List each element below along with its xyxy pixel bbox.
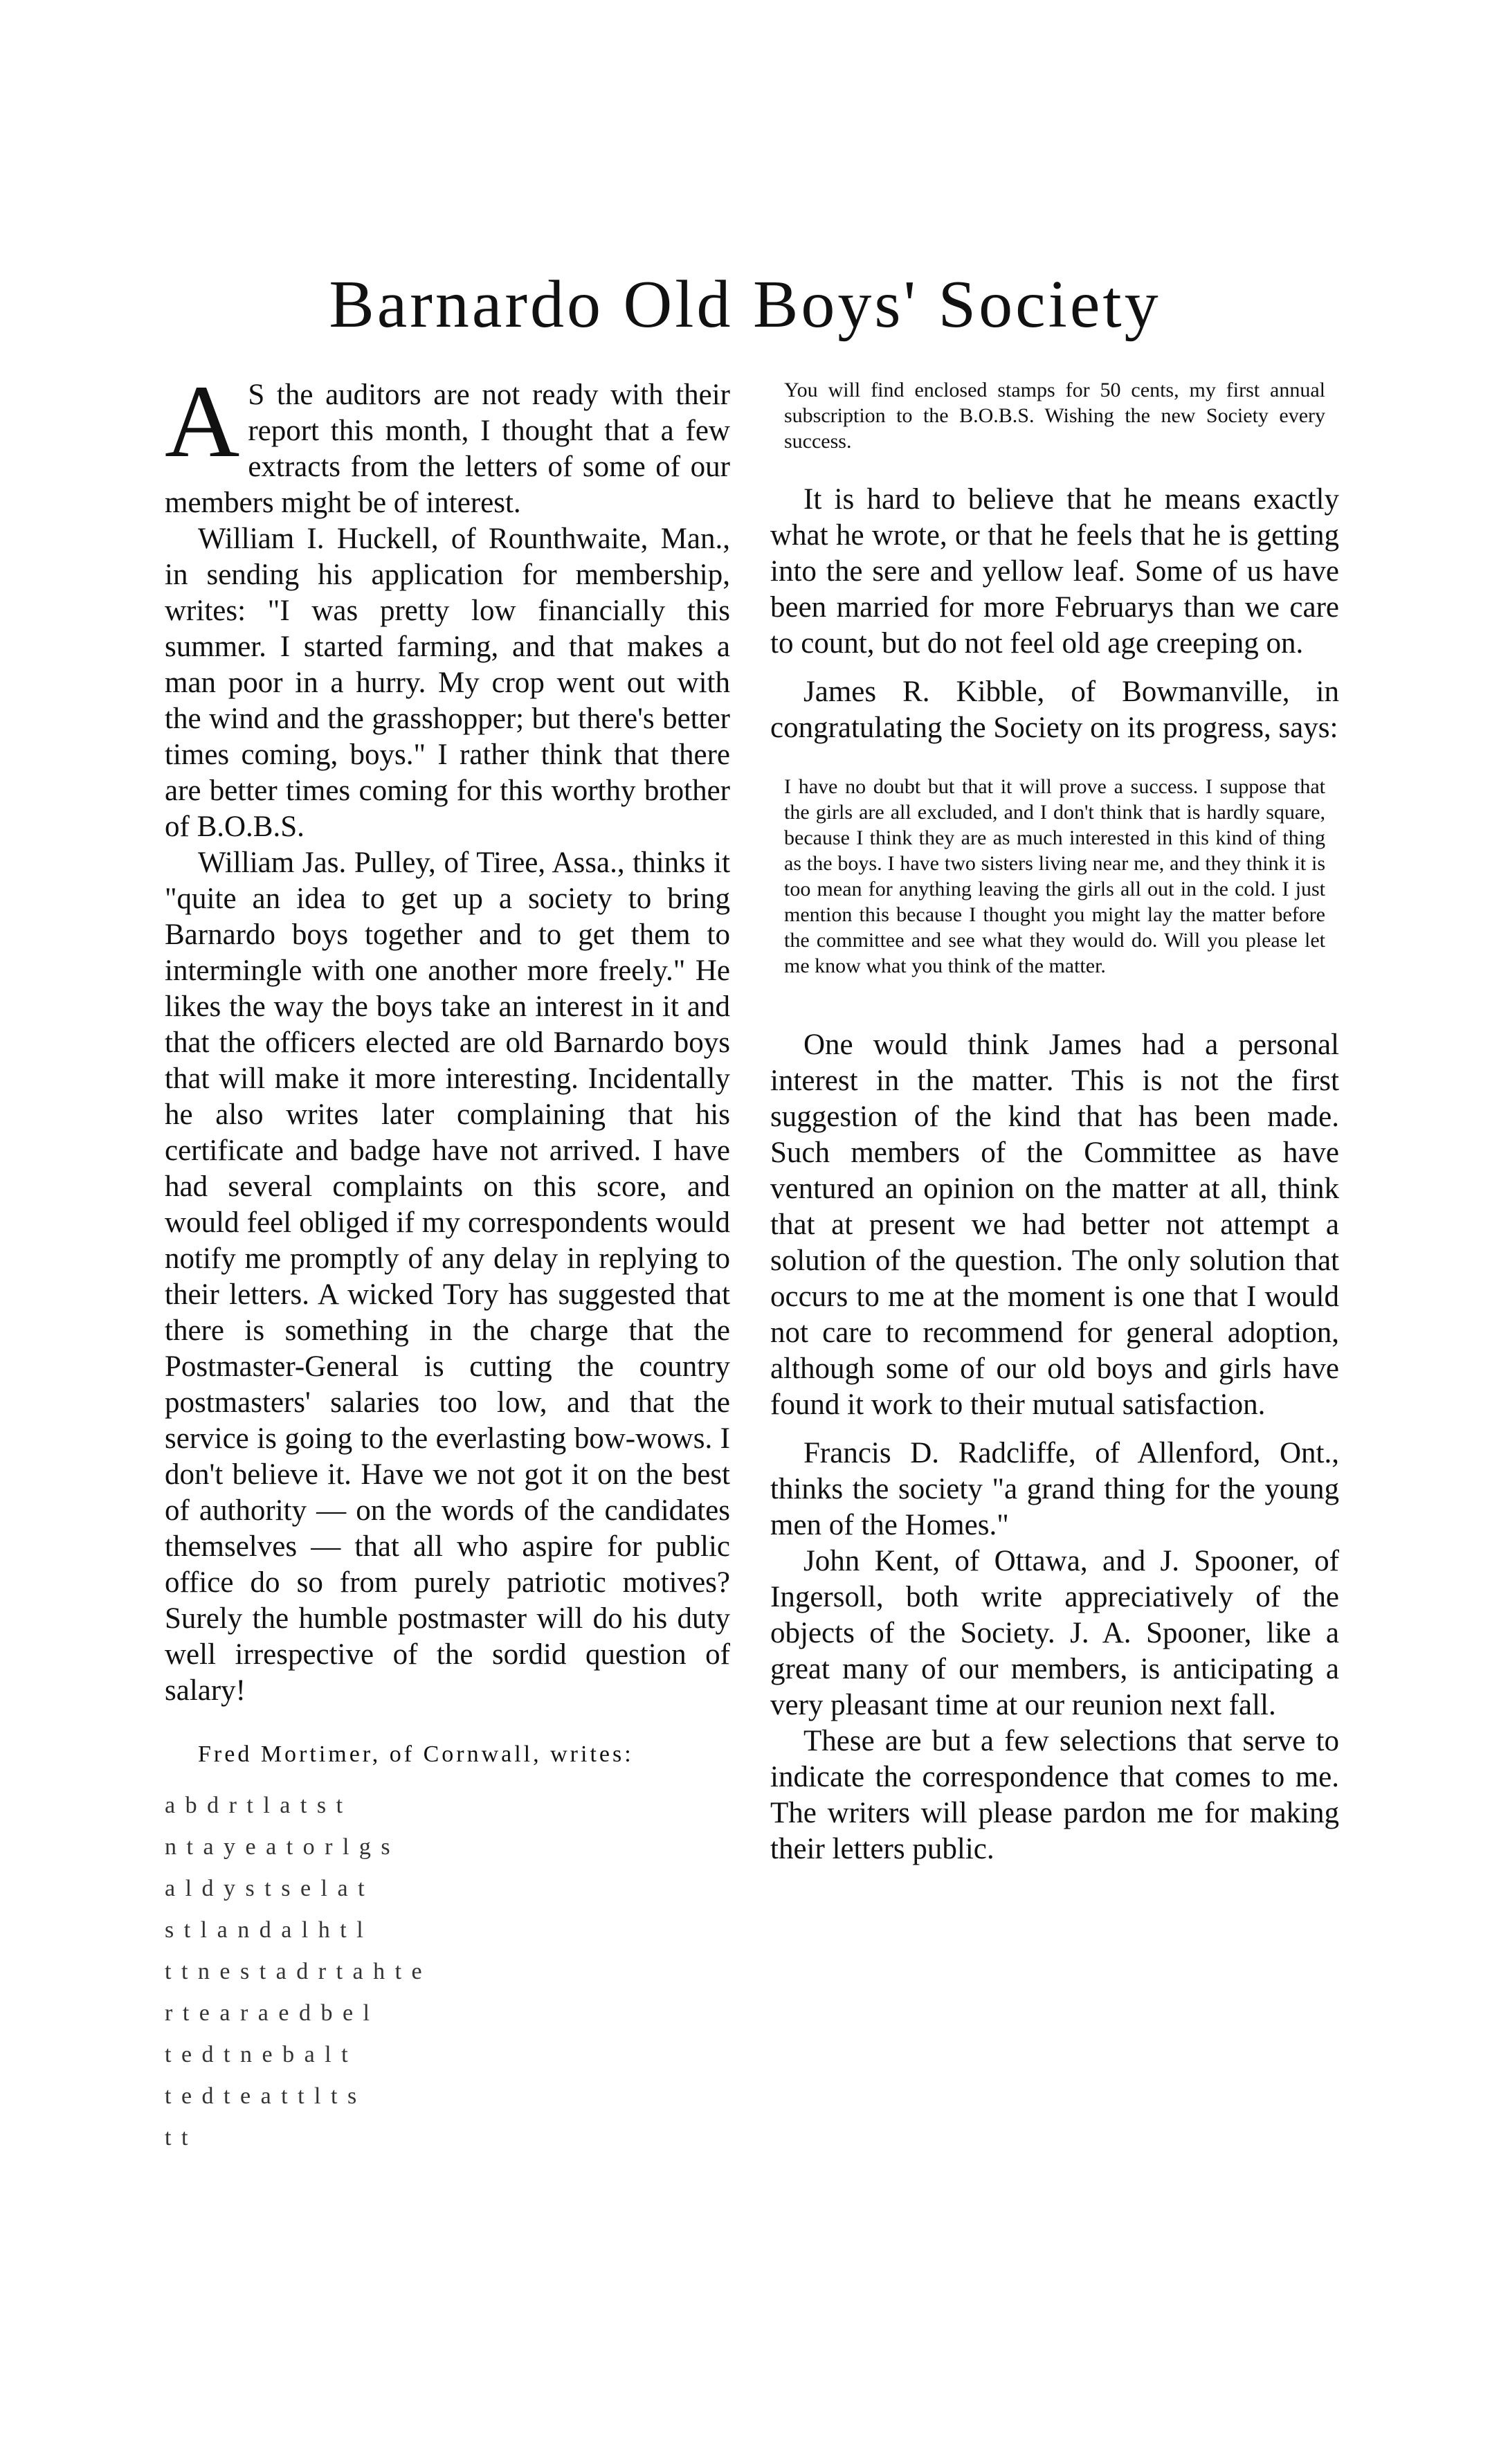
- quote-kibble: I have no doubt but that it will prove a success. I suppose that the girls are all excluded, and I don't think that is hardly square, because I think they are as much interested in this kind of thing as the boys. I have two sisters living near me, and they think it is too mean for anything leaving the girls all out in the cold. I just mention this because I thought you might lay the matter before the committee and see what they would do. Will you please let me know what you think of the matter.: [784, 775, 1325, 977]
- paragraph-kibble: James R. Kibble, of Bowmanville, in congratulating the Society on its progress, says:: [770, 676, 1339, 744]
- paragraph-sere-yellow: It is hard to believe that he means exactly what he wrote, or that he feels that he is getting into the sere and yellow leaf. Some of us have been married for more Februarys than we care to count, but do not feel old age creeping on.: [770, 483, 1339, 660]
- page-title: Barnardo Old Boys' Society: [329, 266, 1161, 342]
- paragraph-personal-interest: One would think James had a personal interest in the matter. This is not the first suggestion of the kind that has been made. Such members of the Committee as have ventured an opinion on the matter at all, think that at present we had better not attempt a solution of the question. The only solution that occurs to me at the moment is one that I would not care to recommend for general adoption, although some of our old boys and girls have found it work to their mutual satisfaction.: [770, 1029, 1339, 1421]
- quote-subscription: You will find enclosed stamps for 50 cents, my first annual subscription to the B.O.B.S. Wishing the new Society every success.: [784, 379, 1325, 453]
- faded-line: t e d t e a t t l t s: [165, 2083, 359, 2109]
- left-column: [165, 364, 730, 2159]
- drop-cap: A: [165, 364, 240, 479]
- faded-line: t t: [165, 2125, 190, 2150]
- intro-text: S the auditors are not ready with their report this month, I thought that a few extracts from the letters of some of our members might be of interest.: [165, 379, 730, 519]
- faded-line: t e d t n e b a l t: [165, 2042, 350, 2067]
- faded-line: s t l a n d a l h t l: [165, 1917, 365, 1943]
- faded-line: a l d y s t s e l a t: [165, 1876, 367, 1901]
- faded-line: n t a y e a t o r l g s: [165, 1834, 392, 1860]
- paragraph-radcliffe: Francis D. Radcliffe, of Allenford, Ont., thinks the society "a grand thing for the young men of the Homes.": [770, 1437, 1339, 1541]
- paragraph-closing: These are but a few selections that serve to indicate the correspondence that comes to me. The writers will please pardon me for making their letters public.: [770, 1725, 1339, 1865]
- right-column: [770, 377, 1339, 1867]
- mortimer-paragraph: Fred Mortimer, of Cornwall, writes:: [198, 1741, 634, 1767]
- faded-line: a b d r t l a t s t: [165, 1793, 345, 1818]
- pulley-paragraph: William Jas. Pulley, of Tiree, Assa., thinks it "quite an idea to get up a society to bring Barnardo boys together and to get them to intermingle with one another more freely." He likes the way the boys take an interest in it and that the officers elected are old Barnardo boys that will make it more interesting. Incidentally he also writes later complaining that his certificate and badge have not arrived. I have had several complaints on this score, and would feel obliged if my correspondents would notify me promptly of any delay in replying to their letters. A wicked Tory has suggested that there is something in the charge that the Postmaster-General is cutting the country postmasters' salaries too low, and that the service is going to the everlasting bow-wows. I don't believe it. Have we not got it on the best of authority — on the words of the candidates themselves — that all who aspire for public office do so from purely patriotic motives? Surely the humble postmaster will do his duty well irrespective of the sordid question of salary!: [165, 846, 730, 1707]
- faded-line: r t e a r a e d b e l: [165, 2000, 372, 2026]
- faded-line: t t n e s t a d r t a h t e: [165, 1959, 424, 1984]
- paragraph-kent-spooner: John Kent, of Ottawa, and J. Spooner, of Ingersoll, both write appreciatively of the objects of the Society. J. A. Spooner, like a great many of our members, is anticipating a very pleasant time at our reunion next fall.: [770, 1545, 1339, 1721]
- faded-quote: [165, 1785, 730, 2159]
- huckell-paragraph: William I. Huckell, of Rounthwaite, Man., in sending his application for membership, writes: "I was pretty low financially this summer. I started farming, and that makes a man poor in a hurry. My crop went out with the wind and the grasshopper; but there's better times coming, boys." I rather think that there are better times coming for this worthy brother of B.O.B.S.: [165, 523, 730, 843]
- intro-paragraph: [165, 364, 730, 521]
